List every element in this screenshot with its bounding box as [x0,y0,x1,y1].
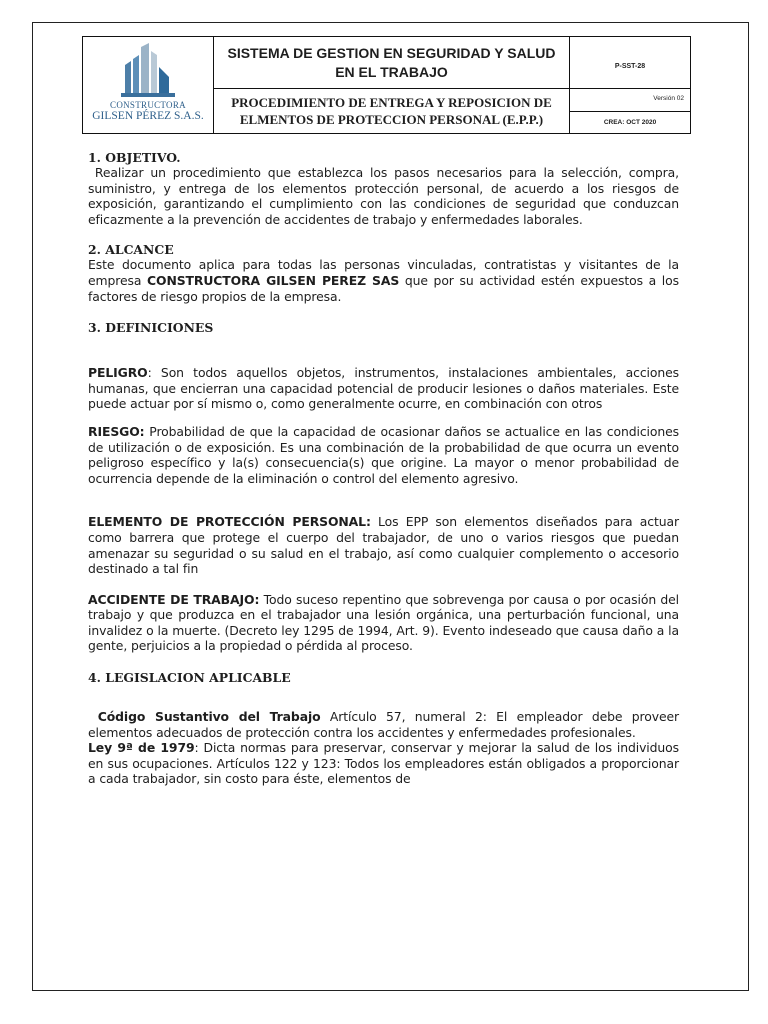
section-heading-legislacion: 4. LEGISLACION APLICABLE [88,670,291,686]
subtitle-line-2: ELMENTOS DE PROTECCION PERSONAL (E.P.P.) [239,112,544,127]
riesgo-text: Probabilidad de que la capacidad de ocasionar daños se actualice en las condiciones de utilización o de exposición. Es una combinación de la probabilidad de que ocurra un evento peligroso específico y la(s) consecuencia(s) que origine. La mayor o menor probabilidad de ocurrencia depende de la eliminación o control del elemento agresivo. [88,423,679,486]
company-name: CONSTRUCTORA GILSEN PEREZ SAS [147,272,400,288]
epp-term: ELEMENTO DE PROTECCIÓN PERSONAL: [88,514,371,530]
document-body [88,150,683,787]
version-cell [570,89,691,134]
ley-text: : Dicta normas para preservar, conservar y mejorar la salud de los individuos en sus ocupaciones. Artículos 122 y 123: Todos los empleadores están obligados a proporcionar a cada trabajador, sin costo para éste, elementos de [88,740,679,787]
version-label: Versión 02 [570,89,690,112]
section-heading-objetivo: 1. OBJETIVO. [88,150,181,165]
section-heading-alcance: 2. ALCANCE [88,242,174,258]
legislacion-codigo [88,709,679,740]
created-label: CREA: OCT 2020 [603,119,657,126]
system-title [214,37,570,89]
section-heading-definiciones: 3. DEFINICIONES [88,320,214,336]
accidente-text: Todo suceso repentino que sobrevenga por causa o por ocasión del trabajo y que produzca en el trabajador una lesión orgánica, una perturbación funcional, una invalidez o la muerte. (Decreto ley 1295 de 1994, Art. 9). Evento indeseado que causa daño a la gente, perjuicios a la propiedad o pérdida al proceso. [88,591,679,654]
codigo-text: Artículo 57, numeral 2: El empleador debe proveer elementos adecuados de protección contra los accidentes y enfermedades profesionales. [88,709,680,740]
title-line-1: SISTEMA DE GESTION EN SEGURIDAD Y SALUD [227,44,556,61]
title-line-2: EN EL TRABAJO [335,63,448,80]
codigo-term: Código Sustantivo del Trabajo [88,709,321,725]
objetivo-paragraph: Realizar un procedimiento que establezca los pasos necesarios para la selección, compra, suministro, y entrega de los elementos protección personal, de acuerdo a los riesgos de exposición, garantizando el cumplimiento con las condiciones de seguridad que conduzcan eficazmente a la prevención de accidentes de trabajo y enfermedades laborales. [88,165,683,227]
document-code [570,37,691,89]
definition-epp [88,514,679,576]
riesgo-term: RIESGO: [88,423,145,439]
logo-text-line2: GILSEN PÉREZ S.A.S. [92,110,204,122]
code-value: P-SST-28 [614,63,646,70]
epp-text: Los EPP son elementos diseñados para actuar como barrera que protege el cuerpo del trabajador, de uno o varios riesgos que puedan amenazar su seguridad o su salud en el trabajo, así como cualquier complemento o accesorio destinado a tal fin [88,514,680,577]
legislacion-ley [88,740,679,787]
alcance-paragraph [88,257,679,304]
peligro-text: : Son todos aquellos objetos, instrumentos, instalaciones ambientales, acciones humanas, que encierran una capacidad potencial de producir lesiones o daños materiales. Este puede actuar por sí mismo o, como generalmente ocurre, en combinación con otros [88,365,679,412]
definition-accidente [88,592,679,654]
peligro-term: PELIGRO [88,365,148,381]
logo-text-line1: CONSTRUCTORA [110,100,186,110]
accidente-term: ACCIDENTE DE TRABAJO: [88,591,260,607]
subtitle-line-1: PROCEDIMIENTO DE ENTREGA Y REPOSICION DE [231,95,552,110]
building-logo-icon [117,43,179,99]
document-header [82,36,691,134]
company-logo [83,37,214,134]
ley-term: Ley 9ª de 1979 [88,740,195,756]
definition-peligro [88,365,679,412]
definition-riesgo [88,424,679,486]
alcance-text-before: Este documento aplica para todas las personas vinculadas, contratistas y visitantes de la empresa [88,257,679,288]
alcance-text-after: que por su actividad estén expuestos a los factores de riesgo propios de la empresa. [88,272,679,304]
procedure-title [214,89,570,134]
